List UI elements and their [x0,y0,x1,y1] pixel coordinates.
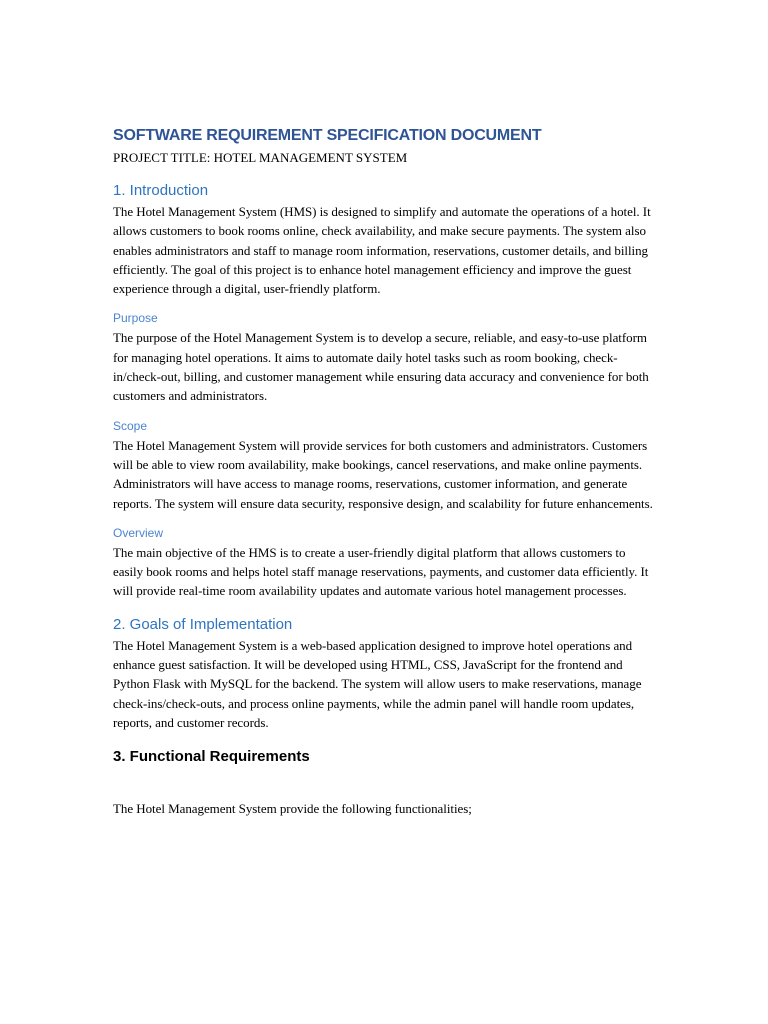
goals-heading: 2. Goals of Implementation [113,615,293,633]
introduction-heading: 1. Introduction [113,182,209,199]
scope-heading: Scope [113,418,148,433]
scope-paragraph: The Hotel Management System will provide services for both customers and administrators. Customers will be able to view room availability, make bookings, cancel reservations, and make online payments. Administrators will have access to manage rooms, reservations, customer information, and generate reports. The system will ensure data security, responsive design, and scalability for future enhancements. [113,437,653,511]
goals-paragraph: The Hotel Management System is a web-based application designed to improve hotel operations and enhance guest satisfaction. It will be developed using HTML, CSS, JavaScript for the frontend and Python Flask with MySQL for the backend. The system will allow users to make reservations, manage check-ins/check-outs, and process online payments, while the admin panel will handle room updates, reports, and customer records. [113,637,642,730]
project-title: PROJECT TITLE: HOTEL MANAGEMENT SYSTEM [113,150,408,165]
purpose-heading: Purpose [113,311,158,326]
purpose-paragraph: The purpose of the Hotel Management System is to develop a secure, reliable, and easy-to-use platform for managing hotel operations. It aims to automate daily hotel tasks such as room booking, check-in/check-out, billing, and customer management while ensuring data accuracy and convenience for both customers and administrators. [113,330,649,404]
document-title: SOFTWARE REQUIREMENT SPECIFICATION DOCUMENT [113,127,542,144]
functional-requirements-paragraph: The Hotel Management System provide the following functionalities; [113,801,472,817]
document-content [113,125,658,819]
functional-requirements-heading: 3. Functional Requirements [113,748,310,766]
introduction-paragraph: The Hotel Management System (HMS) is designed to simplify and automate the operations of a hotel. It allows customers to book rooms online, check availability, and make secure payments. The system also enables administrators and staff to manage room information, reservations, customer details, and billing efficiently. The goal of this project is to enhance hotel management efficiency and improve the guest experience through a digital, user-friendly platform. [113,204,651,297]
overview-paragraph: The main objective of the HMS is to create a user-friendly digital platform that allows customers to easily book rooms and helps hotel staff manage reservations, payments, and customer data efficiently. It will provide real-time room availability updates and automate various hotel management processes. [113,544,649,599]
overview-heading: Overview [113,525,164,540]
